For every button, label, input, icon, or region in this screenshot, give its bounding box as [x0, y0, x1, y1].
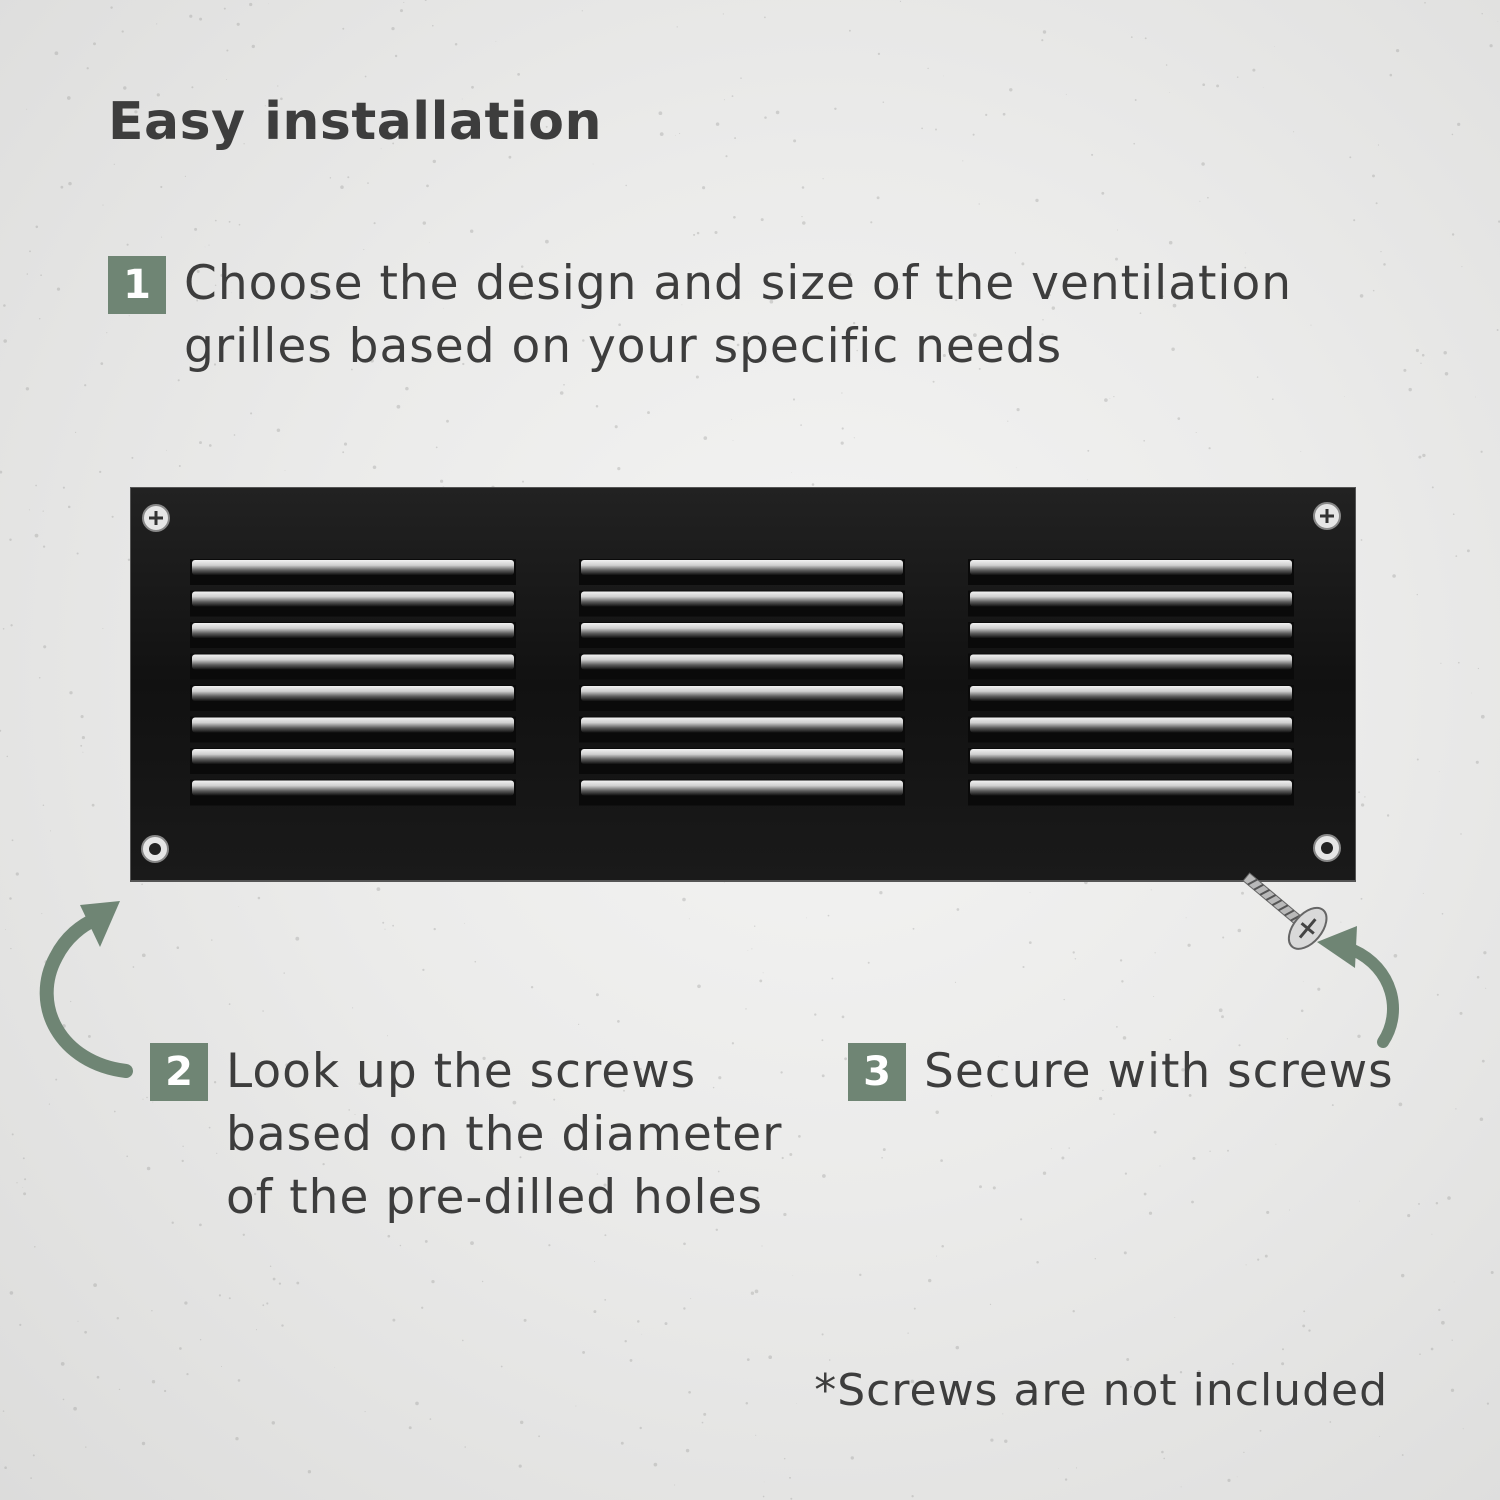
louver-slat [190, 559, 516, 585]
step-2-badge: 2 [150, 1043, 208, 1101]
louver-slat [968, 591, 1294, 617]
page-title: Easy installation [108, 92, 602, 152]
louver-slat [579, 622, 905, 648]
louver-slat [968, 654, 1294, 680]
louver-slat [190, 685, 516, 711]
ventilation-grille [130, 487, 1356, 883]
screw-hole-bottom-left-icon [142, 836, 168, 862]
step-3-badge: 3 [848, 1043, 906, 1101]
louver-slat [579, 780, 905, 806]
louver-slat [968, 685, 1294, 711]
louver-slat [190, 748, 516, 774]
louver-slat [968, 559, 1294, 585]
louver-slat [579, 685, 905, 711]
screw-hole-top-left-icon [143, 505, 169, 531]
louver-slat [579, 559, 905, 585]
louver-slat [968, 748, 1294, 774]
step-2-text: Look up the screws based on the diameter of the pre-dilled holes [226, 1044, 783, 1225]
louver-slat [190, 591, 516, 617]
screw-hole-top-right-icon [1314, 503, 1340, 529]
step-1-badge: 1 [108, 256, 166, 314]
step-1-text: Choose the design and size of the ventilation grilles based on your specific needs [184, 256, 1293, 374]
louver-slat [190, 780, 516, 806]
louver-slat [579, 748, 905, 774]
step-3-text: Secure with screws [924, 1044, 1394, 1099]
louver-slat [968, 780, 1294, 806]
screws-not-included-note: *Screws are not included [814, 1365, 1388, 1416]
louver-slat [190, 654, 516, 680]
louver-slat [579, 717, 905, 743]
curved-arrow-right-icon [1305, 920, 1405, 1050]
louver-slat [579, 591, 905, 617]
louver-slat [968, 717, 1294, 743]
louver-slat [190, 717, 516, 743]
louver-slat [968, 622, 1294, 648]
curved-arrow-left-icon [30, 895, 170, 1080]
louver-slat [190, 622, 516, 648]
louver-slat [579, 654, 905, 680]
